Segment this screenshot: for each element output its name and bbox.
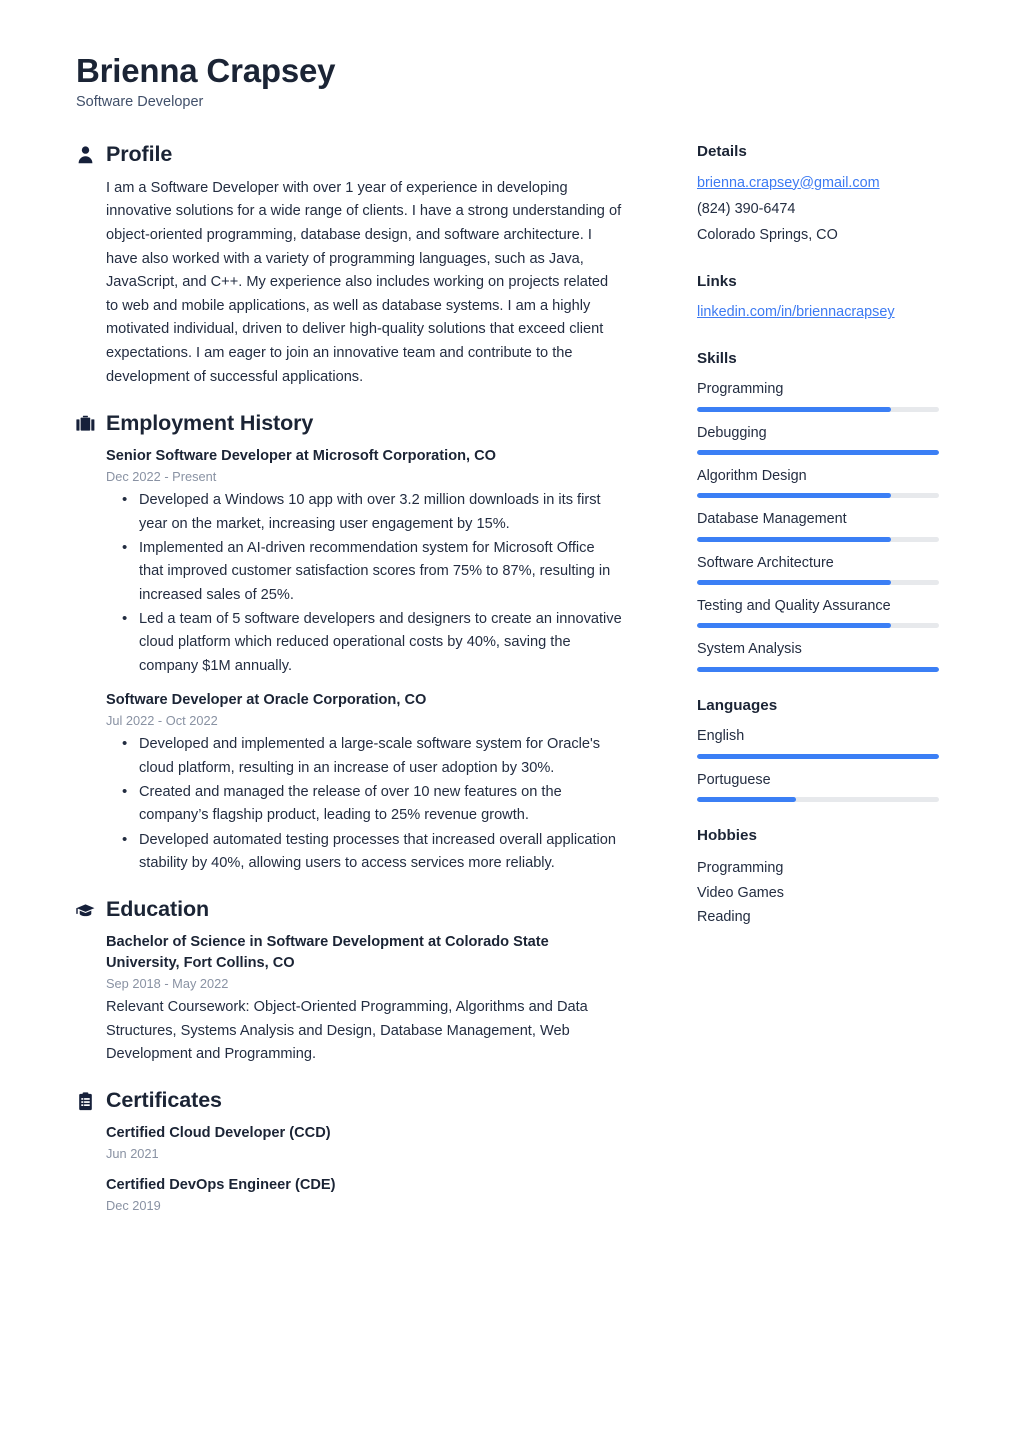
candidate-job-title: Software Developer: [76, 93, 204, 110]
skill-meter-fill: [697, 493, 891, 498]
skill-row: [697, 465, 924, 498]
language-row: [697, 769, 924, 802]
certificates-body: [76, 1123, 622, 1216]
language-meter: [697, 797, 939, 802]
employment-entry: [106, 690, 622, 875]
email-link[interactable]: brienna.crapsey@gmail.com: [697, 174, 880, 191]
candidate-name: Brienna Crapsey: [76, 52, 336, 89]
section-header-profile: [76, 142, 622, 168]
sidebar-block-details: [697, 142, 924, 248]
section-education: [76, 897, 622, 1066]
language-meter-fill: [697, 754, 939, 759]
sidebar-title-hobbies: Hobbies: [697, 827, 757, 845]
employment-bullets: [106, 489, 622, 678]
list-item: • Led a team of 5 software developers and designers to create an innovative cloud platform which reduced operational costs by 40%, saving the company $1M annually.: [139, 608, 622, 678]
skill-meter-fill: [697, 580, 891, 585]
graduation-cap-icon: [76, 901, 95, 920]
skill-meter: [697, 667, 939, 672]
linkedin-link[interactable]: linkedin.com/in/briennacrapsey: [697, 304, 895, 321]
language-label: Portuguese: [697, 771, 771, 788]
certificate-name: Certified DevOps Engineer (CDE): [106, 1177, 336, 1194]
hobby-item: Programming: [697, 859, 784, 876]
skill-row: [697, 638, 924, 671]
skill-meter: [697, 537, 939, 542]
sidebar-block-hobbies: [697, 826, 924, 930]
skill-label: Algorithm Design: [697, 468, 807, 484]
language-meter-fill: [697, 797, 796, 802]
language-meter: [697, 754, 939, 759]
skill-meter-fill: [697, 537, 891, 542]
skill-meter: [697, 580, 939, 585]
skill-meter: [697, 623, 939, 628]
employment-bullets: [106, 733, 622, 875]
section-header-education: [76, 897, 622, 923]
certificate-entry: [106, 1175, 622, 1215]
skill-label: System Analysis: [697, 641, 802, 658]
sidebar-title-details: Details: [697, 142, 747, 160]
profile-text: I am a Software Developer with over 1 year of experience in developing innovative solutions for a wide range of clients. I have a strong understanding of object-oriented programming, database design, and software architecture. I have also worked with a variety of programming languages, such as Java, JavaScript, and C++. My experience also includes working on projects related to web and mobile applications, as well as database systems. I am a highly motivated individual, driven to deliver high-quality solutions that exceed client expectations. I am eager to join an innovative team and contribute to the development of successful applications.: [106, 179, 622, 385]
location-text: Colorado Springs, CO: [697, 227, 838, 244]
main-column: [76, 142, 642, 1238]
certificate-entry: [106, 1123, 622, 1163]
list-item: • Created and managed the release of over 10 new features on the company’s flagship product, leading to 25% revenue growth.: [139, 781, 622, 828]
employment-role: Senior Software Developer at Microsoft Corporation, CO: [106, 448, 497, 465]
sidebar-block-skills: [697, 349, 924, 672]
sidebar-title-skills: Skills: [697, 349, 737, 367]
employment-entry: [106, 446, 622, 678]
skill-meter-fill: [697, 667, 939, 672]
language-label: English: [697, 728, 745, 745]
employment-date: Dec 2022 - Present: [106, 468, 217, 484]
section-title-profile: Profile: [106, 141, 173, 166]
section-title-certificates: Certificates: [106, 1088, 222, 1113]
employment-date: Jul 2022 - Oct 2022: [106, 712, 218, 728]
section-employment: [76, 411, 622, 875]
phone-number: (824) 390-6474: [697, 200, 796, 217]
skill-row: [697, 595, 924, 628]
language-row: [697, 725, 924, 758]
education-description: Relevant Coursework: Object-Oriented Programming, Algorithms and Data Structures, Systems Analysis and Design, Database Management, Web Development and Programming.: [106, 999, 588, 1062]
skill-label: Debugging: [697, 424, 767, 441]
skill-meter-fill: [697, 450, 939, 455]
skill-label: Testing and Quality Assurance: [697, 597, 891, 614]
employment-body: [76, 446, 622, 875]
education-date: Sep 2018 - May 2022: [106, 975, 229, 991]
section-header-certificates: [76, 1088, 622, 1114]
skill-label: Programming: [697, 381, 784, 398]
skill-label: Database Management: [697, 511, 847, 528]
briefcase-icon: [76, 415, 95, 434]
resume-body: [76, 142, 946, 1238]
certificate-date: Dec 2019: [106, 1198, 161, 1214]
skill-meter-fill: [697, 623, 891, 628]
skill-row: [697, 552, 924, 585]
skill-meter: [697, 407, 939, 412]
hobby-item: Video Games: [697, 884, 784, 901]
list-item: • Developed a Windows 10 app with over 3.2 million downloads in its first year on the market, increasing user engagement by 15%.: [139, 489, 622, 536]
list-item: • Developed automated testing processes that increased overall application stability by 40%, allowing users to access services more reliably.: [139, 829, 622, 876]
skill-row: [697, 422, 924, 455]
skill-meter-fill: [697, 407, 891, 412]
section-header-employment: [76, 411, 622, 437]
certificate-name: Certified Cloud Developer (CCD): [106, 1125, 331, 1142]
section-title-employment: Employment History: [106, 411, 314, 436]
sidebar-block-languages: [697, 696, 924, 802]
education-degree: Bachelor of Science in Software Development at Colorado State University, Fort Collins, CO: [106, 934, 549, 971]
education-body: [76, 932, 622, 1066]
sidebar-title-links: Links: [697, 272, 737, 290]
section-profile: [76, 142, 622, 390]
list-item: • Implemented an AI-driven recommendation system for Microsoft Office that improved customer satisfaction scores from 75% to 87%, resulting in increased sales of 25%.: [139, 537, 622, 607]
certificate-date: Jun 2021: [106, 1145, 159, 1161]
clipboard-icon: [76, 1092, 95, 1111]
profile-body: [76, 177, 622, 390]
person-icon: [76, 145, 95, 164]
section-title-education: Education: [106, 897, 210, 922]
skill-meter: [697, 493, 939, 498]
employment-role: Software Developer at Oracle Corporation, CO: [106, 692, 427, 709]
section-certificates: [76, 1088, 622, 1215]
skill-label: Software Architecture: [697, 554, 834, 571]
education-entry: [106, 932, 622, 1066]
hobby-item: Reading: [697, 909, 751, 926]
sidebar-column: [642, 142, 924, 954]
list-item: • Developed and implemented a large-scale software system for Oracle's cloud platform, resulting in an increase of user adoption by 30%.: [139, 733, 622, 780]
sidebar-title-languages: Languages: [697, 696, 778, 714]
skill-row: [697, 508, 924, 541]
sidebar-block-links: [697, 272, 924, 325]
resume-header: [76, 52, 946, 112]
skill-meter: [697, 450, 939, 455]
skill-row: [697, 378, 924, 411]
